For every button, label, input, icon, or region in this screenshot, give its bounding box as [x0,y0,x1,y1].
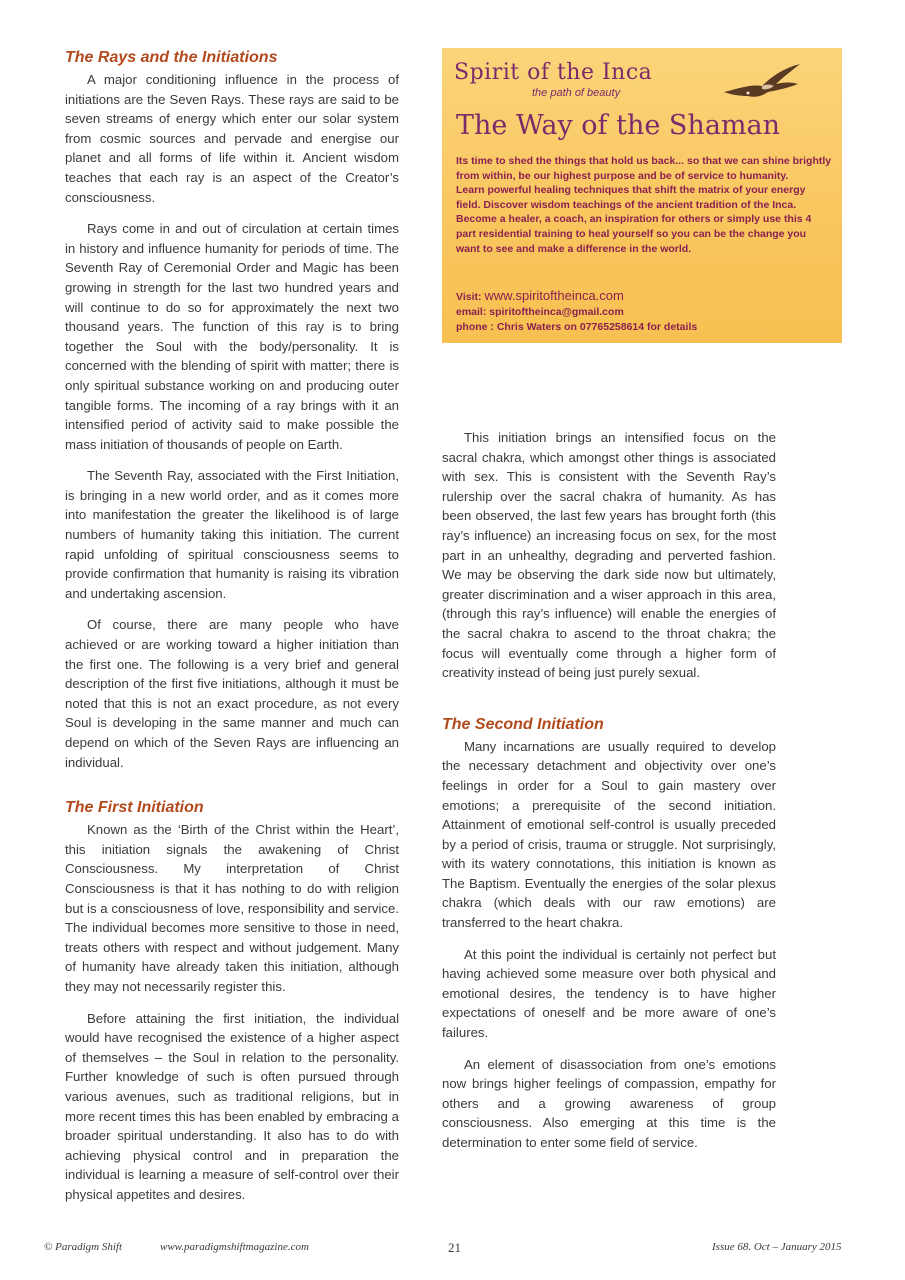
advert-tagline: the path of beauty [532,87,621,99]
advert-website-link[interactable]: www.spiritoftheinca.com [484,288,624,303]
advert-body [456,154,832,256]
section-heading-rays: The Rays and the Initiations [65,49,278,66]
paragraph: Many incarnations are usually required to develop the necessary detachment and objectivity over one’s feelings in order for a Soul to gain mastery over emotions; a prerequisite of the second initiation. Attainment of emotional self-control is usually preceded by a period of crisis, trauma or struggle. Not surprisingly, with its watery connotations, this initiation is known as The Baptism. Eventually the energies of the solar plexus chakra (which deals with our raw emotions) are transferred to the heart chakra. [442,738,776,931]
left-column [65,48,399,1216]
paragraph: This initiation brings an intensified focus on the sacral chakra, which amongst other things is associated with sex. This is consistent with the Seventh Ray’s rulership over the sacral chakra of humanity. As has been observed, the last few years has brought forth (this ray’s influence) an increasing focus on sex, for the most part in an unhealthy, degrading and perverted fashion. We may be observing the dark side now but ultimately, greater discrimination and a wiser approach in this area, (through this ray’s influence) will enable the energies of the sacral chakra to ascend to the throat chakra; the focus will eventually come through a higher form of creativity instead of being just purely sexual. [442,430,776,681]
footer-copyright: © Paradigm Shift [44,1241,123,1253]
advert-spirit-of-the-inca[interactable] [442,48,842,343]
paragraph: Before attaining the first initiation, the individual would have recognised the existence of a higher aspect of themselves – the Soul in relation to the personality. Further knowledge of such is often pursued through various avenues, such as traditional religions, but in more recent times this has been enabled by embracing a broader spiritual understanding. It also has to do with achieving physical control and in preparation the individual is learning a measure of self-control over their physical appetites and desires. [65,1010,399,1202]
advert-body-line: Learn powerful healing techniques that shift the matrix of your energy field. Discover wisdom teachings of the ancient tradition of the Inca. [456,184,806,211]
advert-brand: Spirit of the Inca [454,60,653,85]
advert-title: The Way of the Shaman [456,110,780,141]
section-heading-first-initiation: The First Initiation [65,799,204,817]
footer-website[interactable]: www.paradigmshiftmagazine.com [160,1241,309,1253]
paragraph: Rays come in and out of circulation at certain times in history and influence humanity for periods of time. The Seventh Ray of Ceremonial Order and Magic has been growing in strength for the last two hundred years and will continue to do so for approximately the next two thousand years. The function of this ray is to bring together the Soul with the body/personality. It is concerned with the blending of spirit with matter; there is only spiritual substance working on and producing outer tangible forms. The incoming of a ray brings with it an intensified period of activity said to make possible the mass initiation of thousands of people on Earth. [65,221,399,452]
advert-email[interactable]: email: spiritoftheinca@gmail.com [456,306,624,318]
footer-issue: Issue 68. Oct – January 2015 [712,1241,842,1253]
paragraph: Of course, there are many people who have achieved or are working toward a higher initiation than the first one. The following is a very brief and general description of the first five initiations, although it must be noted that this is not an exact procedure, as not every Soul is developing in the same manner and much can depend on which of the Seven Rays are influencing an individual. [65,617,399,770]
paragraph: The Seventh Ray, associated with the First Initiation, is bringing in a new world order, and as it comes more into manifestation the greater the likelihood is of large numbers of humanity taking this initiation. The current rapid unfolding of spiritual consciousness seems to provide confirmation that humanity is raising its vibration and undertaking ascension. [65,468,399,601]
section-heading-second-initiation: The Second Initiation [442,715,604,733]
paragraph: A major conditioning influence in the process of initiations are the Seven Rays. These rays are said to be seven streams of energy which enter our solar system from cosmic sources and pervade and energise our planet and all forms of life within it. Ancient wisdom teaches that each ray is an aspect of the Creator’s consciousness. [65,72,399,205]
paragraph: An element of disassociation from one’s emotions now brings higher feelings of compassion, empathy for others and a growing awareness of group consciousness. Also emerging at this time is the determination to enter some field of service. [442,1056,776,1150]
advert-body-line: Become a healer, a coach, an inspiration for others or simply use this 4 part residential training to heal yourself so you can be the change you want to see and make a difference in the world. [456,213,812,255]
page-number: 21 [448,1240,461,1255]
right-column [442,428,776,1165]
paragraph: Known as the ‘Birth of the Christ within the Heart’, this initiation signals the awakening of Christ Consciousness. My interpretation of Christ Consciousness is that it has nothing to do with religion but is a consciousness of love, responsibility and service. The individual becomes more sensitive to those in need, treats others with respect and without judgement. Many of humanity have already taken this initiation, although they may not necessarily register this. [65,822,399,994]
advert-visit-label: Visit: [456,291,482,303]
advert-body-line: Its time to shed the things that hold us back... so that we can shine brightly from within, be our highest purpose and be of service to humanity. [456,155,832,182]
paragraph: At this point the individual is certainly not perfect but having achieved some measure over both physical and emotional desires, the tendency is to have higher expectations of oneself and be more aware of one’s failures. [442,946,776,1041]
advert-contact [456,288,697,335]
eagle-icon [722,62,802,104]
advert-phone: phone : Chris Waters on 07765258614 for details [456,321,698,333]
